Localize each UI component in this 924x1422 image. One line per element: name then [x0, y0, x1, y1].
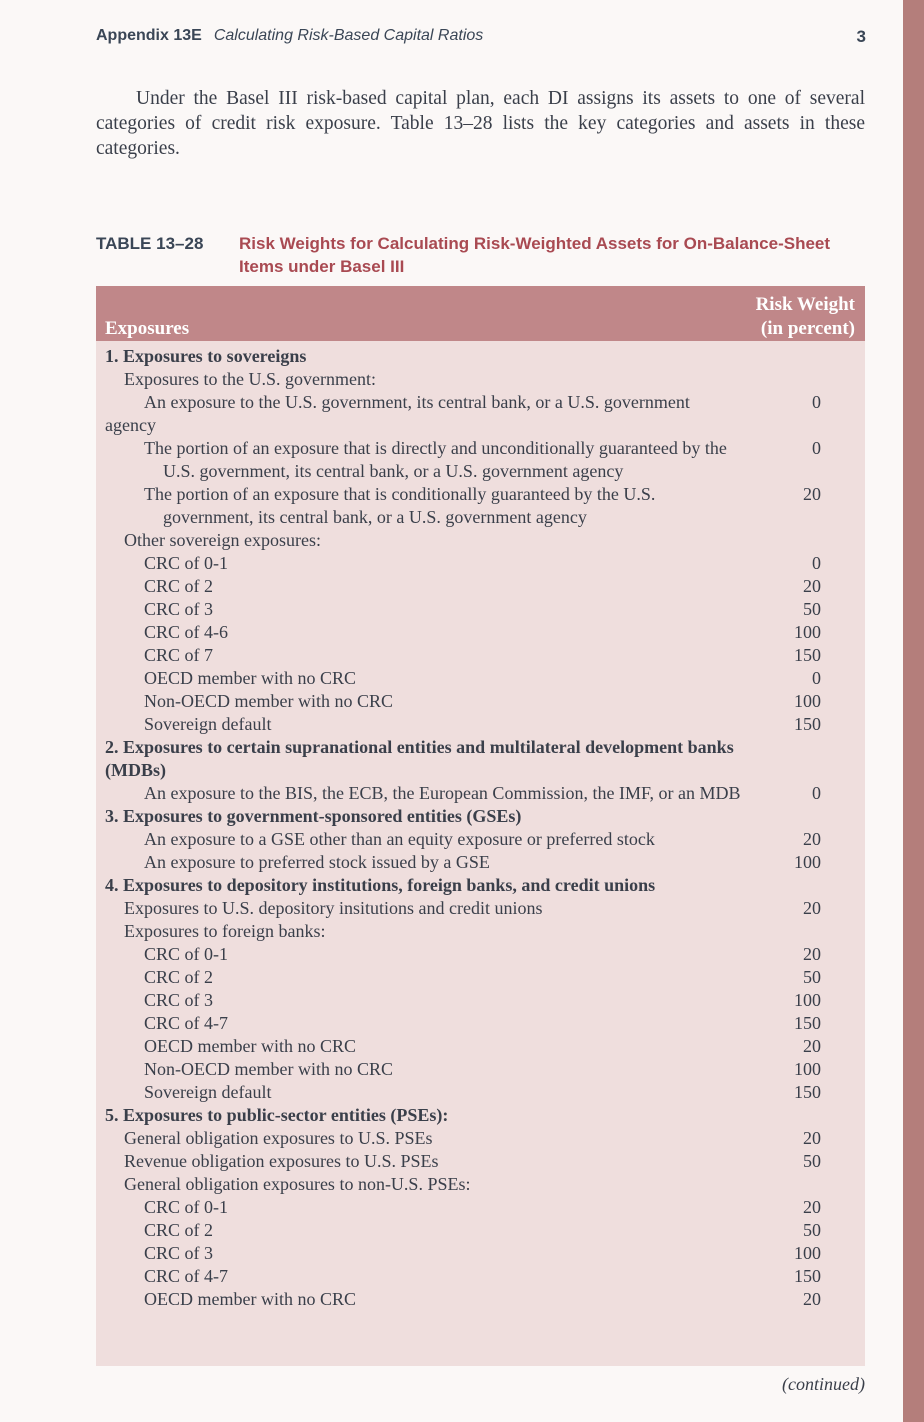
risk-weight-value: 20 [803, 1197, 821, 1217]
risk-weight-value: 20 [803, 576, 821, 596]
table-row [96, 851, 865, 874]
exposure-label: CRC of 0-1 [144, 1197, 229, 1217]
risk-weight-value: 20 [803, 1036, 821, 1056]
exposure-label: Exposures to the U.S. government: [124, 369, 376, 389]
table-row [96, 782, 865, 805]
risk-weight-value: 50 [803, 1220, 821, 1240]
continued-note: (continued) [782, 1374, 865, 1394]
exposure-label: Sovereign default [144, 714, 272, 734]
table-row [96, 1012, 865, 1035]
appendix-label: Appendix 13E [96, 27, 202, 44]
risk-weight-value: 150 [794, 645, 821, 665]
exposure-label: CRC of 4-7 [144, 1013, 229, 1033]
table-row [96, 989, 865, 1012]
table-row [96, 897, 865, 920]
table-row [96, 1173, 865, 1196]
risk-weight-value: 0 [812, 783, 821, 803]
risk-weight-value: 0 [812, 668, 821, 688]
risk-weight-value: 0 [812, 553, 821, 573]
table-row [96, 1058, 865, 1081]
exposure-label: Exposures to U.S. depository insitutions and credit unions [124, 898, 543, 918]
exposure-label: Non-OECD member with no CRC [144, 1059, 393, 1079]
risk-weight-table [96, 286, 865, 1366]
exposure-label: CRC of 4-6 [144, 622, 229, 642]
exposure-label: An exposure to the U.S. government, its central bank, or a U.S. government agency [105, 392, 690, 435]
table-row [96, 644, 865, 667]
exposure-label: 5. Exposures to public-sector entities (PSEs): [105, 1105, 449, 1125]
exposure-label: 1. Exposures to sovereigns [105, 346, 307, 366]
table-row [96, 920, 865, 943]
running-head [96, 27, 866, 49]
exposure-label: CRC of 2 [144, 967, 214, 987]
table-row [96, 1242, 865, 1265]
exposure-label: CRC of 3 [144, 599, 214, 619]
table-row [96, 667, 865, 690]
risk-weight-value: 100 [794, 1059, 821, 1079]
exposure-label: The portion of an exposure that is conditionally guaranteed by the U.S. government, its central bank, or a U.S. government agency [144, 484, 656, 527]
exposure-label: OECD member with no CRC [144, 1036, 356, 1056]
table-row [96, 805, 865, 828]
column-header-exposures: Exposures [105, 318, 190, 339]
table-row [96, 1035, 865, 1058]
risk-weight-value: 20 [803, 829, 821, 849]
table-row [96, 483, 865, 529]
exposure-label: CRC of 0-1 [144, 553, 229, 573]
exposure-label: CRC of 2 [144, 1220, 214, 1240]
exposure-label: General obligation exposures to non-U.S. PSEs: [124, 1174, 471, 1194]
exposure-label: OECD member with no CRC [144, 668, 356, 688]
table-title: Risk Weights for Calculating Risk-Weighted Assets for On-Balance-Sheet Items under Basel III [239, 234, 831, 276]
exposure-label: CRC of 4-7 [144, 1266, 229, 1286]
table-row [96, 828, 865, 851]
exposure-label: OECD member with no CRC [144, 1289, 356, 1309]
table-row [96, 1196, 865, 1219]
table-body [96, 345, 865, 1311]
table-row [96, 874, 865, 897]
intro-paragraph: Under the Basel III risk-based capital plan, each DI assigns its assets to one of several categories of credit risk exposure. Table 13–28 lists the key categories and assets in these categories. [96, 88, 865, 159]
side-color-bar [903, 0, 924, 1422]
risk-weight-value: 20 [803, 944, 821, 964]
table-row [96, 368, 865, 391]
exposure-label: An exposure to the BIS, the ECB, the European Commission, the IMF, or an MDB [144, 783, 741, 803]
risk-weight-value: 50 [803, 967, 821, 987]
risk-weight-value: 150 [794, 1013, 821, 1033]
table-row [96, 437, 865, 483]
exposure-label: 2. Exposures to certain supranational entities and multilateral development banks (MDBs) [105, 737, 734, 780]
exposure-label: An exposure to a GSE other than an equity exposure or preferred stock [144, 829, 655, 849]
table-row [96, 1081, 865, 1104]
table-row [96, 598, 865, 621]
exposure-label: Non-OECD member with no CRC [144, 691, 393, 711]
risk-weight-value: 100 [794, 852, 821, 872]
appendix-subtitle: Calculating Risk-Based Capital Ratios [213, 27, 484, 44]
exposure-label: 4. Exposures to depository institutions, foreign banks, and credit unions [105, 875, 656, 895]
risk-weight-header-line-1: Risk Weight [755, 294, 855, 315]
risk-weight-value: 0 [812, 438, 821, 458]
table-row [96, 1288, 865, 1311]
table-row [96, 1265, 865, 1288]
table-row [96, 345, 865, 368]
exposure-label: Revenue obligation exposures to U.S. PSEs [124, 1151, 439, 1171]
exposure-label: CRC of 0-1 [144, 944, 229, 964]
table-row [96, 621, 865, 644]
risk-weight-value: 100 [794, 1243, 821, 1263]
risk-weight-value: 150 [794, 1266, 821, 1286]
table-row [96, 943, 865, 966]
column-header-risk-weight [756, 293, 855, 341]
exposure-label: Exposures to foreign banks: [124, 921, 326, 941]
risk-weight-value: 20 [803, 1289, 821, 1309]
risk-weight-value: 150 [794, 714, 821, 734]
table-row [96, 713, 865, 736]
risk-weight-value: 50 [803, 1151, 821, 1171]
exposure-label: General obligation exposures to U.S. PSEs [124, 1128, 433, 1148]
page-number: 3 [856, 27, 866, 46]
risk-weight-value: 100 [794, 691, 821, 711]
table-header [96, 286, 865, 341]
table-row [96, 575, 865, 598]
risk-weight-header-line-2: (in percent) [760, 318, 855, 339]
table-row [96, 1104, 865, 1127]
risk-weight-value: 20 [803, 484, 821, 504]
exposure-label: CRC of 3 [144, 990, 214, 1010]
risk-weight-value: 150 [794, 1082, 821, 1102]
exposure-label: CRC of 7 [144, 645, 214, 665]
risk-weight-value: 100 [794, 990, 821, 1010]
exposure-label: An exposure to preferred stock issued by a GSE [144, 852, 490, 872]
table-row [96, 1219, 865, 1242]
exposure-label: Sovereign default [144, 1082, 272, 1102]
table-row [96, 529, 865, 552]
table-row [96, 1150, 865, 1173]
table-row [96, 690, 865, 713]
risk-weight-value: 100 [794, 622, 821, 642]
risk-weight-value: 0 [812, 392, 821, 412]
exposure-label: Other sovereign exposures: [124, 530, 321, 550]
table-row [96, 552, 865, 575]
table-row [96, 966, 865, 989]
exposure-label: 3. Exposures to government-sponsored entities (GSEs) [105, 806, 522, 826]
risk-weight-value: 50 [803, 599, 821, 619]
table-row [96, 391, 865, 437]
table-number: TABLE 13–28 [96, 234, 204, 253]
exposure-label: CRC of 2 [144, 576, 214, 596]
risk-weight-value: 20 [803, 1128, 821, 1148]
exposure-label: CRC of 3 [144, 1243, 214, 1263]
exposure-label: The portion of an exposure that is directly and unconditionally guaranteed by the U.S. government, its central bank, or a U.S. government agency [144, 438, 727, 481]
table-row [96, 1127, 865, 1150]
table-row [96, 736, 865, 782]
risk-weight-value: 20 [803, 898, 821, 918]
